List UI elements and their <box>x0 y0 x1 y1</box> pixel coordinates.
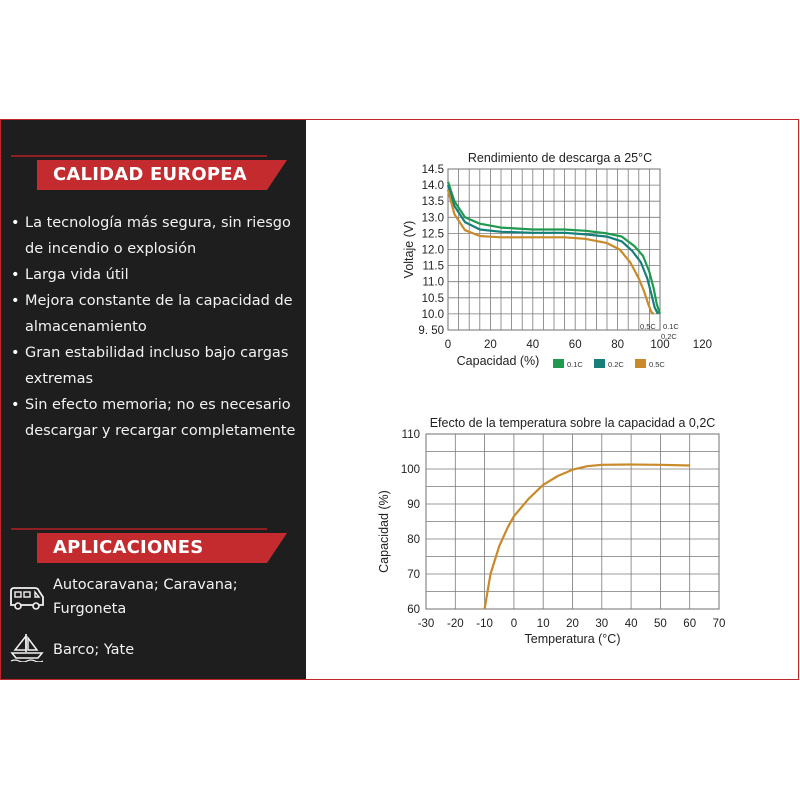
y-tick-label: 80 <box>407 534 420 546</box>
caravan-icon <box>9 585 45 619</box>
temperature-chart <box>377 416 725 646</box>
section-title-applications: APLICACIONES <box>53 537 204 558</box>
section-title-quality: CALIDAD EUROPEA <box>53 164 247 185</box>
x-tick-label: 0 <box>444 339 452 351</box>
annotation-02c: 0.2C <box>661 332 677 341</box>
legend-swatch <box>635 359 646 368</box>
x-tick-label: 100 <box>650 339 670 351</box>
x-tick-label: -10 <box>476 618 493 630</box>
y-tick-label: 12.5 <box>421 228 444 241</box>
x-tick-label: 0 <box>510 618 518 630</box>
y-tick-label: 10.0 <box>421 308 444 321</box>
x-tick-label: 80 <box>611 339 624 351</box>
y-tick-label: 70 <box>407 569 420 581</box>
feature-item: • Larga vida útil <box>9 262 305 288</box>
x-tick-label: 120 <box>692 339 712 351</box>
x-tick-label: 20 <box>484 339 497 351</box>
y-tick-label: 11.0 <box>422 276 444 289</box>
discharge-chart <box>402 151 712 369</box>
x-axis-label: Capacidad (%) <box>456 354 540 368</box>
feature-item: • Mejora constante de la capacidad de almacenamiento <box>9 288 305 340</box>
x-tick-label: 60 <box>568 339 582 351</box>
chart-title: Rendimiento de descarga a 25°C <box>467 151 653 165</box>
x-tick-label: 60 <box>683 618 697 630</box>
legend-swatch <box>594 359 605 368</box>
legend-label: 0.1C <box>567 360 583 369</box>
annotation-05c: 0.5C <box>640 322 656 331</box>
x-tick-label: 40 <box>526 339 540 351</box>
y-tick-label: 9. 50 <box>418 325 444 337</box>
y-tick-label: 13.5 <box>421 196 444 209</box>
application-item <box>9 638 299 668</box>
feature-item: • Gran estabilidad incluso bajo cargas extremas <box>9 340 305 392</box>
x-axis-label: Temperatura (°C) <box>524 632 621 646</box>
feature-list <box>9 210 305 444</box>
sidebar <box>1 120 306 679</box>
x-tick-label: 30 <box>595 618 609 630</box>
charts-area <box>306 120 799 679</box>
y-axis-label: Capacidad (%) <box>377 490 391 573</box>
y-tick-label: 110 <box>401 429 420 441</box>
chart-title: Efecto de la temperatura sobre la capacidad a 0,2C <box>429 416 716 430</box>
y-tick-label: 10.5 <box>421 292 444 305</box>
feature-item: • La tecnología más segura, sin riesgo de incendio o explosión <box>9 210 305 262</box>
application-item <box>9 573 299 623</box>
x-tick-label: 10 <box>536 618 550 630</box>
feature-item: • Sin efecto memoria; no es necesario descargar y recargar completamente <box>9 392 305 444</box>
header-rule <box>11 528 267 530</box>
y-tick-label: 14.0 <box>421 180 444 193</box>
x-tick-label: 50 <box>654 618 667 630</box>
x-tick-label: -20 <box>446 618 464 630</box>
x-tick-label: 20 <box>566 618 579 630</box>
x-tick-label: 40 <box>624 618 638 630</box>
y-tick-label: 13.0 <box>421 212 444 225</box>
y-tick-label: 60 <box>407 604 420 616</box>
y-tick-label: 14.5 <box>421 164 444 176</box>
y-tick-label: 90 <box>407 499 420 511</box>
legend-swatch <box>553 359 564 368</box>
annotation-01c: 0.1C <box>663 322 679 331</box>
sailboat-icon <box>9 632 45 670</box>
x-tick-label: -30 <box>417 618 435 630</box>
header-rule <box>11 155 267 157</box>
content-frame <box>0 119 799 680</box>
legend-label: 0.5C <box>649 360 665 369</box>
y-tick-label: 11.5 <box>422 260 444 273</box>
application-label: Autocaravana; Caravana; Furgoneta <box>53 577 238 617</box>
application-label: Barco; Yate <box>53 642 135 658</box>
y-tick-label: 12.0 <box>421 244 444 257</box>
y-axis-label: Voltaje (V) <box>402 220 416 279</box>
legend-label: 0.2C <box>608 360 624 369</box>
y-tick-label: 100 <box>400 464 420 476</box>
x-tick-label: 70 <box>712 618 726 630</box>
